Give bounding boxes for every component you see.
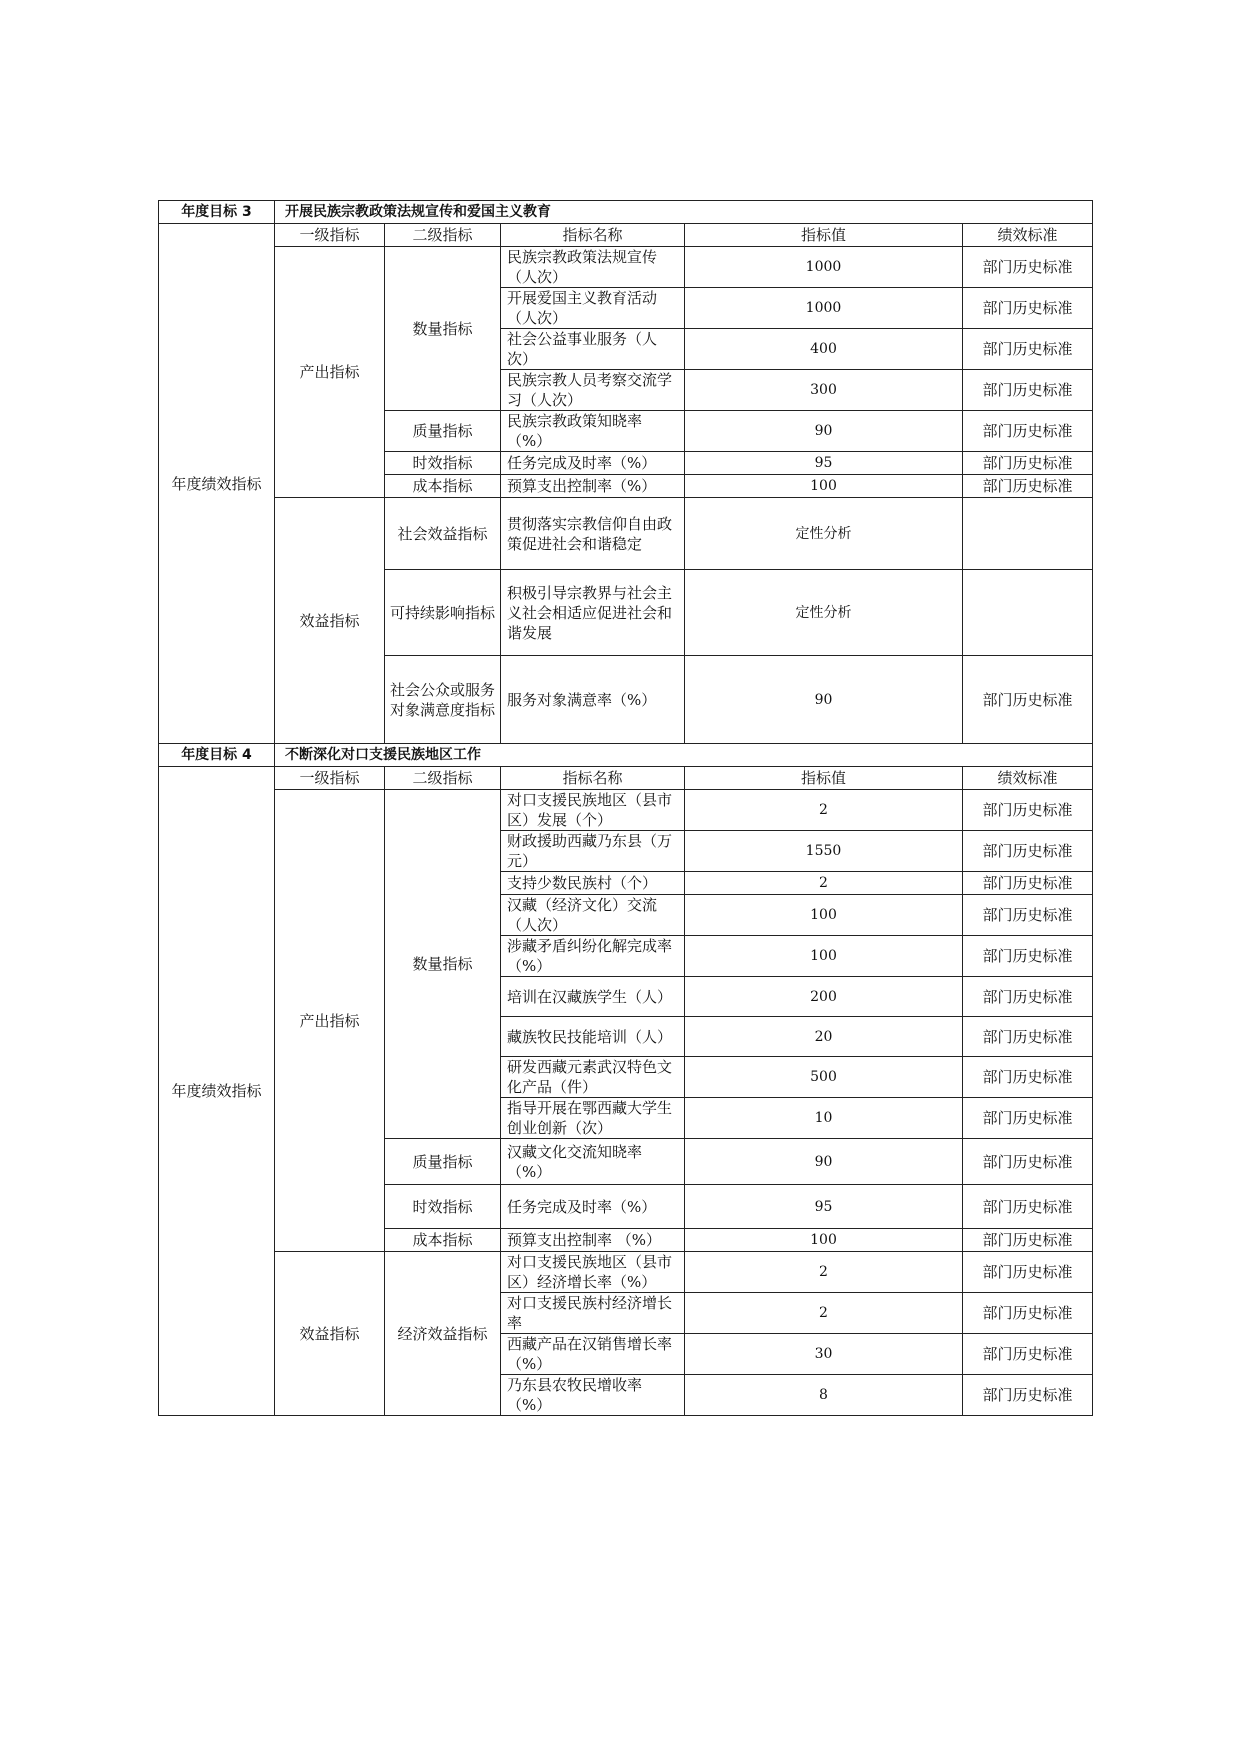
level2-cell: 成本指标: [385, 1229, 501, 1252]
indicator-name-cell: 培训在汉藏族学生（人）: [501, 977, 685, 1017]
goal-title-row: [159, 201, 1093, 224]
indicator-value-cell: 300: [685, 370, 963, 411]
performance-standard-cell: 部门历史标准: [963, 1185, 1093, 1229]
performance-standard-cell: 部门历史标准: [963, 452, 1093, 475]
indicator-value-cell: 30: [685, 1334, 963, 1375]
performance-standard-cell: 部门历史标准: [963, 247, 1093, 288]
indicator-name-cell: 涉藏矛盾纠纷化解完成率（%）: [501, 936, 685, 977]
level1-cell: 效益指标: [275, 498, 385, 744]
performance-standard-cell: 部门历史标准: [963, 1252, 1093, 1293]
indicator-value-cell: 1550: [685, 831, 963, 872]
indicator-value-cell: 20: [685, 1017, 963, 1057]
indicator-value-cell: 100: [685, 895, 963, 936]
goal-label: 年度目标 3: [159, 201, 275, 224]
level2-cell: 时效指标: [385, 1185, 501, 1229]
performance-table-body: [159, 201, 1093, 1416]
performance-standard-cell: 部门历史标准: [963, 872, 1093, 895]
header-row: [159, 767, 1093, 790]
performance-standard-cell: 部门历史标准: [963, 977, 1093, 1017]
indicator-value-cell: 100: [685, 936, 963, 977]
indicator-name-cell: 服务对象满意率（%）: [501, 656, 685, 744]
goal-title: 开展民族宗教政策法规宣传和爱国主义教育: [275, 201, 1093, 224]
level1-cell: 效益指标: [275, 1252, 385, 1416]
indicator-value-cell: 2: [685, 1293, 963, 1334]
header-row: [159, 224, 1093, 247]
indicator-name-cell: 财政援助西藏乃东县（万元）: [501, 831, 685, 872]
level2-cell: 经济效益指标: [385, 1252, 501, 1416]
indicator-value-cell: 100: [685, 475, 963, 498]
indicator-value-cell: 1000: [685, 288, 963, 329]
performance-standard-cell: 部门历史标准: [963, 656, 1093, 744]
indicator-value-cell: 90: [685, 1139, 963, 1185]
level2-cell: 质量指标: [385, 1139, 501, 1185]
indicator-name-cell: 支持少数民族村（个）: [501, 872, 685, 895]
indicator-name-cell: 民族宗教人员考察交流学习（人次）: [501, 370, 685, 411]
goal-title: 不断深化对口支援民族地区工作: [275, 744, 1093, 767]
level1-cell: 产出指标: [275, 790, 385, 1252]
indicator-name-cell: 民族宗教政策法规宣传（人次）: [501, 247, 685, 288]
indicator-name-cell: 对口支援民族地区（县市区）发展（个）: [501, 790, 685, 831]
performance-standard-cell: 部门历史标准: [963, 1057, 1093, 1098]
performance-standard-cell: 部门历史标准: [963, 1375, 1093, 1416]
indicator-name-cell: 指导开展在鄂西藏大学生创业创新（次）: [501, 1098, 685, 1139]
indicator-value-cell: 10: [685, 1098, 963, 1139]
indicator-value-cell: 90: [685, 656, 963, 744]
level2-cell: 数量指标: [385, 247, 501, 411]
indicator-name-cell: 汉藏（经济文化）交流（人次）: [501, 895, 685, 936]
level2-cell: 社会效益指标: [385, 498, 501, 570]
performance-standard-cell: 部门历史标准: [963, 936, 1093, 977]
indicator-value-cell: 2: [685, 790, 963, 831]
indicator-value-cell: 2: [685, 1252, 963, 1293]
performance-standard-cell: 部门历史标准: [963, 288, 1093, 329]
indicator-value-cell: 8: [685, 1375, 963, 1416]
indicator-value-cell: 400: [685, 329, 963, 370]
performance-standard-cell: 部门历史标准: [963, 370, 1093, 411]
goal-label: 年度目标 4: [159, 744, 275, 767]
section-label: 年度绩效指标: [159, 767, 275, 1416]
performance-standard-cell: [963, 570, 1093, 656]
level2-header: 二级指标: [385, 224, 501, 247]
indicator-name-cell: 对口支援民族地区（县市区）经济增长率（%）: [501, 1252, 685, 1293]
level2-cell: 可持续影响指标: [385, 570, 501, 656]
performance-standard-cell: 部门历史标准: [963, 1229, 1093, 1252]
table-row: [159, 790, 1093, 831]
performance-standard-cell: [963, 498, 1093, 570]
indicator-name-cell: 藏族牧民技能培训（人）: [501, 1017, 685, 1057]
name-header: 指标名称: [501, 224, 685, 247]
performance-standard-cell: 部门历史标准: [963, 1334, 1093, 1375]
indicator-value-cell: 1000: [685, 247, 963, 288]
indicator-name-cell: 汉藏文化交流知晓率（%）: [501, 1139, 685, 1185]
table-row: [159, 498, 1093, 570]
value-header: 指标值: [685, 767, 963, 790]
performance-standard-cell: 部门历史标准: [963, 1017, 1093, 1057]
indicator-value-cell: 500: [685, 1057, 963, 1098]
level1-cell: 产出指标: [275, 247, 385, 498]
indicator-value-cell: 95: [685, 452, 963, 475]
level1-header: 一级指标: [275, 224, 385, 247]
indicator-value-cell: 定性分析: [685, 498, 963, 570]
standard-header: 绩效标准: [963, 224, 1093, 247]
standard-header: 绩效标准: [963, 767, 1093, 790]
indicator-name-cell: 预算支出控制率（%）: [501, 475, 685, 498]
table-row: [159, 247, 1093, 288]
indicator-value-cell: 100: [685, 1229, 963, 1252]
indicator-name-cell: 任务完成及时率（%）: [501, 452, 685, 475]
indicator-name-cell: 预算支出控制率 （%）: [501, 1229, 685, 1252]
performance-table: [158, 200, 1093, 1416]
level2-cell: 社会公众或服务对象满意度指标: [385, 656, 501, 744]
indicator-value-cell: 2: [685, 872, 963, 895]
performance-standard-cell: 部门历史标准: [963, 790, 1093, 831]
indicator-value-cell: 200: [685, 977, 963, 1017]
level2-cell: 质量指标: [385, 411, 501, 452]
indicator-name-cell: 研发西藏元素武汉特色文化产品（件）: [501, 1057, 685, 1098]
indicator-value-cell: 95: [685, 1185, 963, 1229]
indicator-value-cell: 定性分析: [685, 570, 963, 656]
performance-standard-cell: 部门历史标准: [963, 411, 1093, 452]
performance-standard-cell: 部门历史标准: [963, 831, 1093, 872]
indicator-name-cell: 贯彻落实宗教信仰自由政策促进社会和谐稳定: [501, 498, 685, 570]
level2-cell: 数量指标: [385, 790, 501, 1139]
performance-standard-cell: 部门历史标准: [963, 895, 1093, 936]
level2-header: 二级指标: [385, 767, 501, 790]
indicator-name-cell: 西藏产品在汉销售增长率（%）: [501, 1334, 685, 1375]
indicator-name-cell: 开展爱国主义教育活动（人次）: [501, 288, 685, 329]
performance-standard-cell: 部门历史标准: [963, 1098, 1093, 1139]
indicator-name-cell: 乃东县农牧民增收率（%）: [501, 1375, 685, 1416]
name-header: 指标名称: [501, 767, 685, 790]
indicator-name-cell: 任务完成及时率（%）: [501, 1185, 685, 1229]
level1-header: 一级指标: [275, 767, 385, 790]
performance-standard-cell: 部门历史标准: [963, 475, 1093, 498]
performance-standard-cell: 部门历史标准: [963, 329, 1093, 370]
goal-title-row: [159, 744, 1093, 767]
level2-cell: 时效指标: [385, 452, 501, 475]
performance-standard-cell: 部门历史标准: [963, 1293, 1093, 1334]
table-row: [159, 1252, 1093, 1293]
value-header: 指标值: [685, 224, 963, 247]
indicator-name-cell: 对口支援民族村经济增长率: [501, 1293, 685, 1334]
indicator-value-cell: 90: [685, 411, 963, 452]
indicator-name-cell: 民族宗教政策知晓率（%）: [501, 411, 685, 452]
indicator-name-cell: 社会公益事业服务（人次）: [501, 329, 685, 370]
performance-standard-cell: 部门历史标准: [963, 1139, 1093, 1185]
section-label: 年度绩效指标: [159, 224, 275, 744]
level2-cell: 成本指标: [385, 475, 501, 498]
indicator-name-cell: 积极引导宗教界与社会主义社会相适应促进社会和谐发展: [501, 570, 685, 656]
